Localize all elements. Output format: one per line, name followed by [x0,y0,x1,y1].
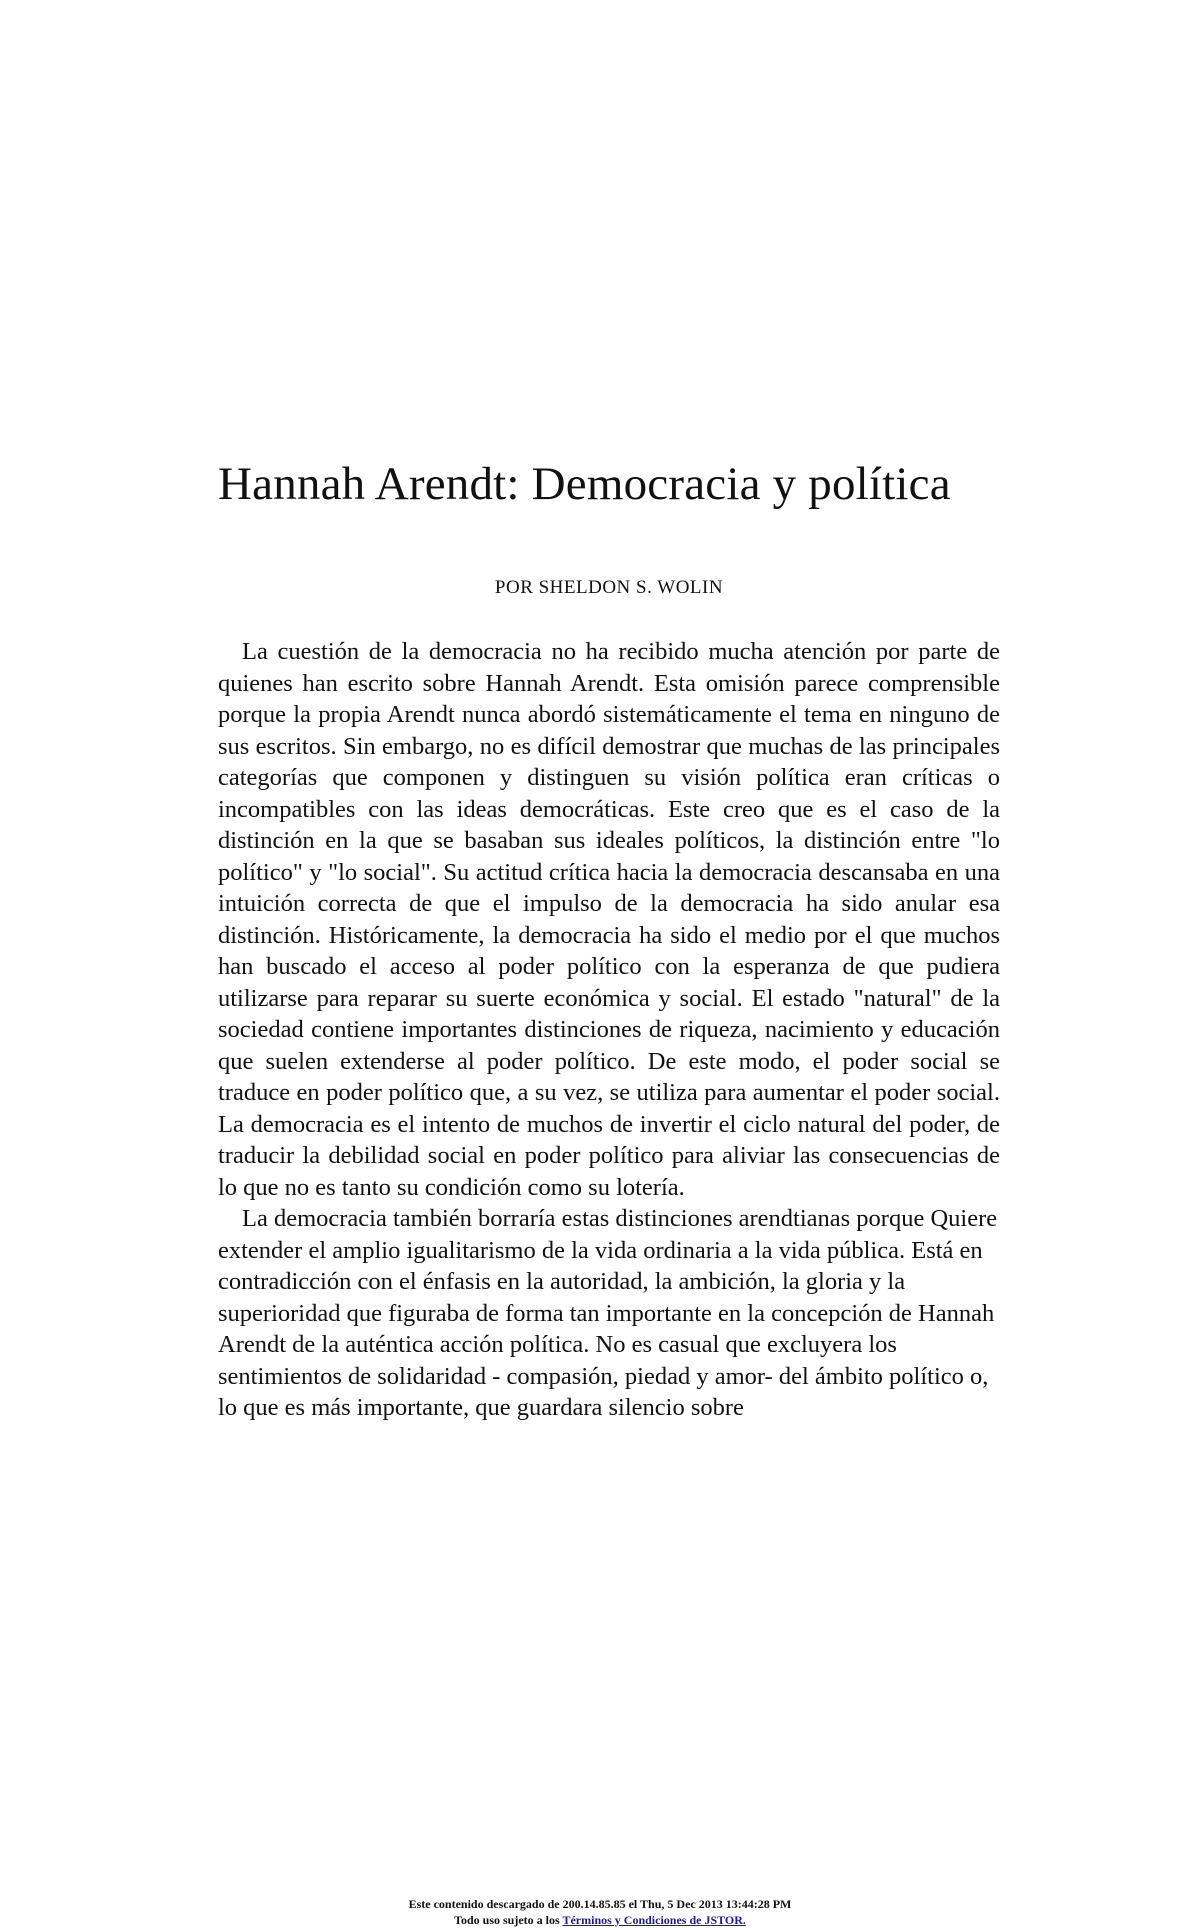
body-paragraph-2: La democracia también borraría estas distinciones arendtianas porque Quiere extender el amplio igualitarismo de la vida ordinaria a la vida pública. Está en contradicción con el énfasis en la autoridad, la ambición, la gloria y la superioridad que figuraba de forma tan importante en la concepción de Hannah Arendt de la auténtica acción política. No es casual que excluyera los sentimientos de solidaridad - compasión, piedad y amor- del ámbito político o, lo que es más importante, que guardara silencio sobre [218,1205,998,1421]
article-byline: POR SHELDON S. WOLIN [494,577,724,598]
terms-line [0,1912,1200,1928]
download-footer [0,1896,1200,1928]
terms-link[interactable]: Términos y Condiciones de JSTOR. [562,1913,746,1927]
article-body [218,636,1000,1424]
download-notice: Este contenido descargado de 200.14.85.85 el Thu, 5 Dec 2013 13:44:28 PM [408,1897,792,1911]
body-paragraph-1: La cuestión de la democracia no ha recibido mucha atención por parte de quienes han escrito sobre Hannah Arendt. Esta omisión parece comprensible porque la propia Arendt nunca abordó sistemáticamente el tema en ninguno de sus escritos. Sin embargo, no es difícil demostrar que muchas de las principales categorías que componen y distinguen su visión política eran críticas o incompatibles con las ideas democráticas. Este creo que es el caso de la distinción en la que se basaban sus ideales políticos, la distinción entre "lo político" y "lo social". Su actitud crítica hacia la democracia descansaba en una intuición correcta de que el impulso de la democracia ha sido anular esa distinción. Históricamente, la democracia ha sido el medio por el que muchos han buscado el acceso al poder político con la esperanza de que pudiera utilizarse para reparar su suerte económica y social. El estado "natural" de la sociedad contiene importantes distinciones de riqueza, nacimiento y educación que suelen extenderse al poder político. De este modo, el poder social se traduce en poder político que, a su vez, se utiliza para aumentar el poder social. La democracia es el intento de muchos de invertir el ciclo natural del poder, de traducir la debilidad social en poder político para aliviar las consecuencias de lo que no es tanto su condición como su lotería. [218,638,1000,1201]
article-title: Hannah Arendt: Democracia y política [218,458,951,510]
terms-prefix: Todo uso sujeto a los [454,1913,563,1927]
